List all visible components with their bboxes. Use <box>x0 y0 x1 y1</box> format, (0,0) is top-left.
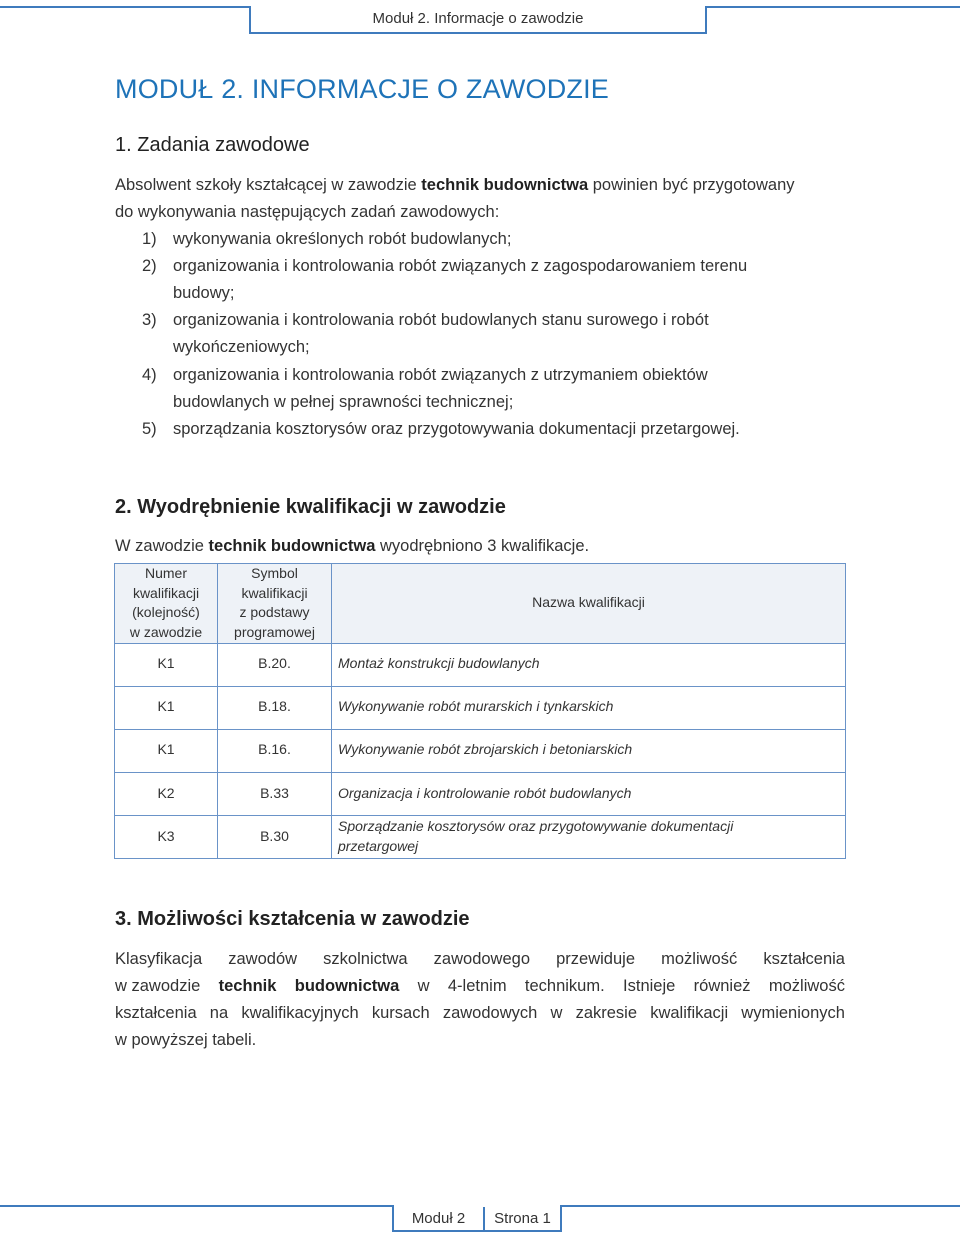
section1-intro: Absolwent szkoły kształcącej w zawodzie technik budownictwa powinien być przygotowany <box>115 176 795 194</box>
table-cell-symbol: B.18. <box>258 698 291 714</box>
table-cell-number: K1 <box>157 741 175 757</box>
section3-paragraph-line: kształcenia na kwalifikacyjnych kursach zawodowych w zakresie kwalifikacji wymienionych <box>115 1004 845 1022</box>
table-cell-symbol: B.20. <box>258 655 291 671</box>
table-cell-number: K3 <box>157 828 175 844</box>
section2-intro: W zawodzie technik budownictwa wyodrębniono 3 kwalifikacje. <box>115 537 590 555</box>
list-item-number: 1) <box>142 230 157 248</box>
table-cell-name: Wykonywanie robót zbrojarskich i betoniarskich <box>338 741 633 757</box>
list-item: organizowania i kontrolowania robót budowlanych stanu surowego i robót <box>173 311 709 329</box>
list-item-continuation: budowy; <box>173 284 235 302</box>
table-cell-symbol: B.16. <box>258 741 291 757</box>
table-cell-symbol: B.30 <box>260 828 289 844</box>
list-item-number: 2) <box>142 257 157 275</box>
table-cell-number: K1 <box>157 698 175 714</box>
list-item: organizowania i kontrolowania robót związanych z utrzymaniem obiektów <box>173 366 708 384</box>
table-cell-name: Organizacja i kontrolowanie robót budowlanych <box>338 785 632 801</box>
section3-paragraph-line: Klasyfikacja zawodów szkolnictwa zawodowego przewiduje możliwość kształcenia <box>115 950 845 968</box>
section2-heading: 2. Wyodrębnienie kwalifikacji w zawodzie <box>115 496 506 518</box>
table-cell-number: K1 <box>157 655 175 671</box>
section3-heading: 3. Możliwości kształcenia w zawodzie <box>115 908 470 930</box>
section1-intro-line2: do wykonywania następujących zadań zawodowych: <box>115 203 500 221</box>
list-item-number: 4) <box>142 366 157 384</box>
list-item: sporządzania kosztorysów oraz przygotowywania dokumentacji przetargowej. <box>173 420 740 438</box>
list-item-continuation: wykończeniowych; <box>173 338 310 356</box>
header-title: Moduł 2. Informacje o zawodzie <box>372 10 584 27</box>
qualifications-table <box>114 563 846 859</box>
list-item-number: 3) <box>142 311 157 329</box>
header-number: Numer kwalifikacji (kolejność) w zawodzie <box>129 565 203 640</box>
section3-paragraph-line: w powyższej tabeli. <box>115 1031 257 1049</box>
header-symbol: Symbol kwalifikacji z podstawy programowej <box>234 565 315 640</box>
footer-module: Moduł 2 <box>411 1210 466 1227</box>
page-title: MODUŁ 2. INFORMACJE O ZAWODZIE <box>115 74 610 104</box>
section3-paragraph-line: w zawodzie technik budownictwa w 4-letnim technikum. Istnieje również możliwość <box>115 977 845 995</box>
table-cell-name: Montaż konstrukcji budowlanych <box>338 655 540 671</box>
footer-page-number: Strona 1 <box>494 1210 551 1227</box>
list-item-continuation: budowlanych w pełnej sprawności technicznej; <box>173 393 514 411</box>
list-item-number: 5) <box>142 420 157 438</box>
table-cell-name: Sporządzanie kosztorysów oraz przygotowywanie dokumentacji przetargowej <box>338 818 734 854</box>
list-item: wykonywania określonych robót budowlanych; <box>173 230 512 248</box>
table-cell-symbol: B.33 <box>260 785 289 801</box>
list-item: organizowania i kontrolowania robót związanych z zagospodarowaniem terenu <box>173 257 748 275</box>
header-name: Nazwa kwalifikacji <box>532 594 645 610</box>
table-cell-number: K2 <box>157 785 175 801</box>
table-cell-name: Wykonywanie robót murarskich i tynkarskich <box>338 698 614 714</box>
section1-heading: 1. Zadania zawodowe <box>115 134 310 156</box>
